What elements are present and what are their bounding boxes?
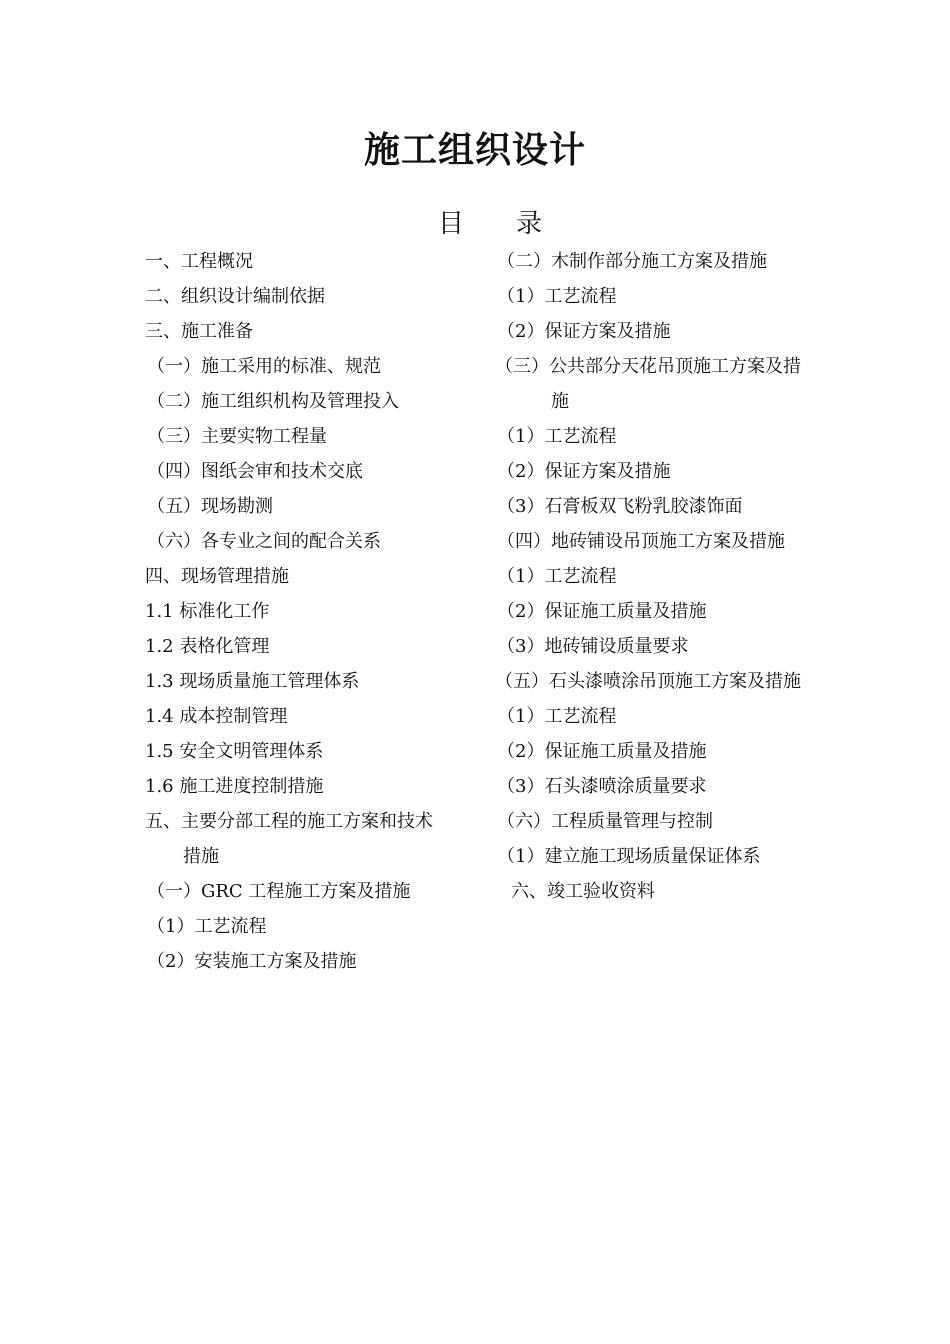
toc-item: （一）GRC 工程施工方案及措施 [147, 881, 411, 902]
toc-item: （2）保证方案及措施 [497, 321, 671, 342]
toc-item: （3）石膏板双飞粉乳胶漆饰面 [497, 496, 743, 517]
toc-item: （3）石头漆喷涂质量要求 [497, 776, 707, 797]
toc-heading [0, 204, 950, 244]
toc-item-continuation: 措施 [183, 846, 219, 867]
toc-item: （2）保证方案及措施 [497, 461, 671, 482]
toc-item: （五）现场勘测 [147, 496, 273, 517]
toc-item: （3）地砖铺设质量要求 [497, 636, 689, 657]
toc-item: （六）各专业之间的配合关系 [147, 531, 381, 552]
toc-item: 一、工程概况 [145, 251, 253, 272]
toc-item [497, 349, 817, 419]
toc-item: （1）工艺流程 [497, 286, 617, 307]
toc-item-continuation: 施 [551, 391, 569, 412]
toc-item: 1.6 施工进度控制措施 [145, 776, 324, 797]
toc-item: （2）安装施工方案及措施 [147, 951, 357, 972]
toc-item: （1）工艺流程 [497, 426, 617, 447]
toc-item: 三、施工准备 [145, 321, 253, 342]
toc-item: （二）木制作部分施工方案及措施 [497, 251, 767, 272]
toc-item: （1）工艺流程 [147, 916, 267, 937]
toc-item: （1）工艺流程 [497, 566, 617, 587]
toc-item: （四）地砖铺设吊顶施工方案及措施 [497, 531, 785, 552]
toc-item-line: （三）公共部分天花吊顶施工方案及措 [495, 356, 801, 377]
toc-item: （四）图纸会审和技术交底 [147, 461, 363, 482]
toc-item: 六、竣工验收资料 [511, 881, 655, 902]
toc-item: （1）工艺流程 [497, 706, 617, 727]
toc-item: 1.2 表格化管理 [145, 636, 270, 657]
toc-item-line: 五、主要分部工程的施工方案和技术 [145, 811, 433, 832]
toc-item: 二、组织设计编制依据 [145, 286, 325, 307]
toc-item: （二）施工组织机构及管理投入 [147, 391, 399, 412]
toc-item: 1.1 标准化工作 [145, 601, 270, 622]
toc-left-column [145, 244, 475, 979]
toc-heading-char-2: 录 [516, 209, 543, 239]
toc-item: 1.4 成本控制管理 [145, 706, 288, 727]
toc-heading-char-1: 目 [437, 209, 464, 239]
toc-item: （六）工程质量管理与控制 [497, 811, 713, 832]
toc-item: （五）石头漆喷涂吊顶施工方案及措施 [495, 671, 801, 692]
toc-item: （2）保证施工质量及措施 [497, 741, 707, 762]
toc-item: 四、现场管理措施 [145, 566, 289, 587]
toc-item: 1.5 安全文明管理体系 [145, 741, 324, 762]
toc-item: 1.3 现场质量施工管理体系 [145, 671, 360, 692]
toc-item: （2）保证施工质量及措施 [497, 601, 707, 622]
toc-item: （三）主要实物工程量 [147, 426, 327, 447]
toc-item: （1）建立施工现场质量保证体系 [497, 846, 761, 867]
toc-item [145, 804, 475, 874]
toc-item: （一）施工采用的标准、规范 [147, 356, 381, 377]
document-title: 施工组织设计 [363, 129, 586, 171]
toc-right-column [497, 244, 817, 909]
